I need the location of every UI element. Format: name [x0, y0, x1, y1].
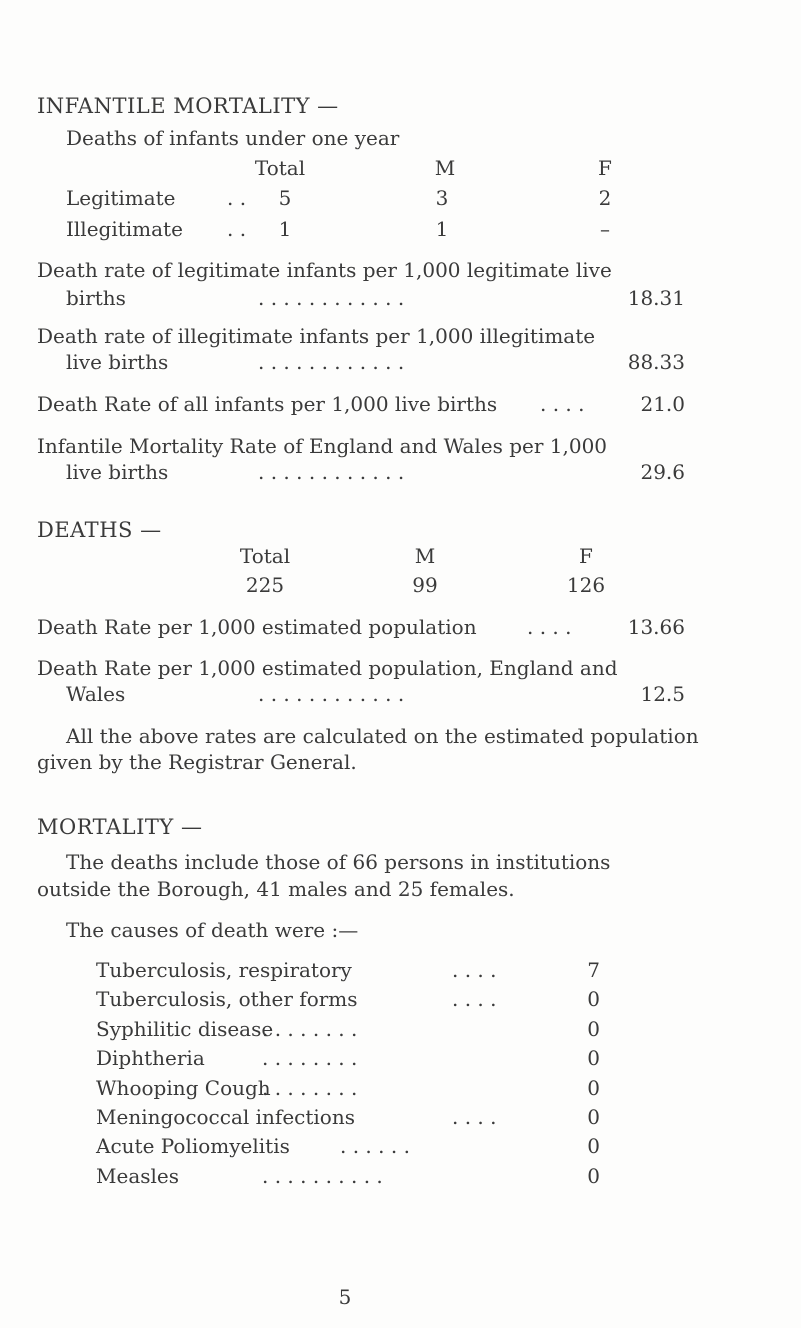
leader: . . . . [452, 1105, 497, 1129]
legitimate-label: Legitimate [66, 186, 176, 210]
cause-label: Diphtheria [96, 1046, 205, 1070]
leader: . . . . . . . . . . [262, 1164, 383, 1188]
infantile-subheading: Deaths of infants under one year [66, 126, 400, 150]
rate-all-infants-value: 21.0 [640, 392, 685, 416]
deaths-heading: DEATHS — [37, 518, 162, 542]
mortality-para-line2: outside the Borough, 41 males and 25 females. [37, 877, 515, 901]
leader: . . [227, 186, 247, 210]
leader: . . . . [452, 987, 497, 1011]
col-f: F [598, 156, 612, 180]
leader: . . . . . . . . . . . . [258, 350, 405, 374]
col-m: M [434, 156, 456, 180]
leader: . . . . . . . . . . . . [258, 682, 405, 706]
cause-count: 0 [587, 1164, 600, 1188]
note-line2: given by the Registrar General. [37, 750, 357, 774]
cause-count: 0 [587, 1076, 600, 1100]
cause-label: Meningococcal infections [96, 1105, 355, 1129]
leader: . . . . . . [340, 1134, 410, 1158]
deaths-col-total: Total [239, 544, 291, 568]
cause-label: Tuberculosis, respiratory [96, 958, 352, 982]
illegitimate-total: 1 [278, 217, 292, 241]
leader: . . . . . . . . . . . . [258, 286, 405, 310]
rate-illegitimate-line1: Death rate of illegitimate infants per 1,000 illegitimate [37, 324, 596, 348]
leader: . . . . . . . . . . . . [258, 460, 405, 484]
col-total: Total [254, 156, 306, 180]
leader: . . . . [540, 392, 585, 416]
death-rate-text: Death Rate per 1,000 estimated population [37, 615, 477, 639]
leader: . . . . . . . . [262, 1076, 358, 1100]
illegitimate-label: Illegitimate [66, 217, 183, 241]
deaths-f: 126 [566, 573, 606, 597]
cause-count: 7 [587, 958, 600, 982]
cause-count: 0 [587, 987, 600, 1011]
mortality-heading: MORTALITY — [37, 815, 203, 839]
rate-legitimate-line1: Death rate of legitimate infants per 1,000 legitimate live [37, 258, 612, 282]
cause-count: 0 [587, 1134, 600, 1158]
deaths-col-f: F [579, 544, 593, 568]
rate-illegitimate-value: 88.33 [627, 350, 685, 374]
illegitimate-m: 1 [435, 217, 449, 241]
causes-intro: The causes of death were :— [66, 918, 359, 942]
leader: . . [227, 217, 247, 241]
note-line1: All the above rates are calculated on the estimated population [66, 724, 699, 748]
deaths-col-m: M [414, 544, 436, 568]
cause-label: Acute Poliomyelitis [96, 1134, 290, 1158]
leader: . . . . [527, 615, 572, 639]
cause-label: Syphilitic disease [96, 1017, 274, 1041]
page-number: 5 [338, 1285, 352, 1309]
cause-count: 0 [587, 1046, 600, 1070]
deaths-m: 99 [412, 573, 438, 597]
deaths-total: 225 [245, 573, 285, 597]
rate-illegitimate-line2: live births [66, 350, 169, 374]
cause-count: 0 [587, 1017, 600, 1041]
legitimate-total: 5 [278, 186, 292, 210]
cause-count: 0 [587, 1105, 600, 1129]
leader: . . . . [452, 958, 497, 982]
mortality-para-line1: The deaths include those of 66 persons in institutions [66, 850, 611, 874]
rate-legitimate-value: 18.31 [627, 286, 685, 310]
rate-england-wales-value: 29.6 [640, 460, 685, 484]
rate-england-wales-line1: Infantile Mortality Rate of England and Wales per 1,000 [37, 434, 608, 458]
leader: . . . . . . . . [262, 1046, 358, 1070]
death-rate-ew-value: 12.5 [640, 682, 685, 706]
cause-label: Measles [96, 1164, 179, 1188]
death-rate-value: 13.66 [627, 615, 685, 639]
infantile-heading: INFANTILE MORTALITY — [37, 94, 339, 118]
leader: . . . . . . . . [262, 1017, 358, 1041]
cause-label: Whooping Cough [96, 1076, 271, 1100]
death-rate-ew-line2: Wales [66, 682, 126, 706]
rate-legitimate-line2: births [66, 286, 126, 310]
cause-label: Tuberculosis, other forms [96, 987, 358, 1011]
rate-england-wales-line2: live births [66, 460, 169, 484]
death-rate-ew-line1: Death Rate per 1,000 estimated population, England and [37, 656, 618, 680]
legitimate-f: 2 [598, 186, 612, 210]
rate-all-infants-text: Death Rate of all infants per 1,000 live births [37, 392, 498, 416]
legitimate-m: 3 [435, 186, 449, 210]
illegitimate-f: – [600, 217, 610, 241]
